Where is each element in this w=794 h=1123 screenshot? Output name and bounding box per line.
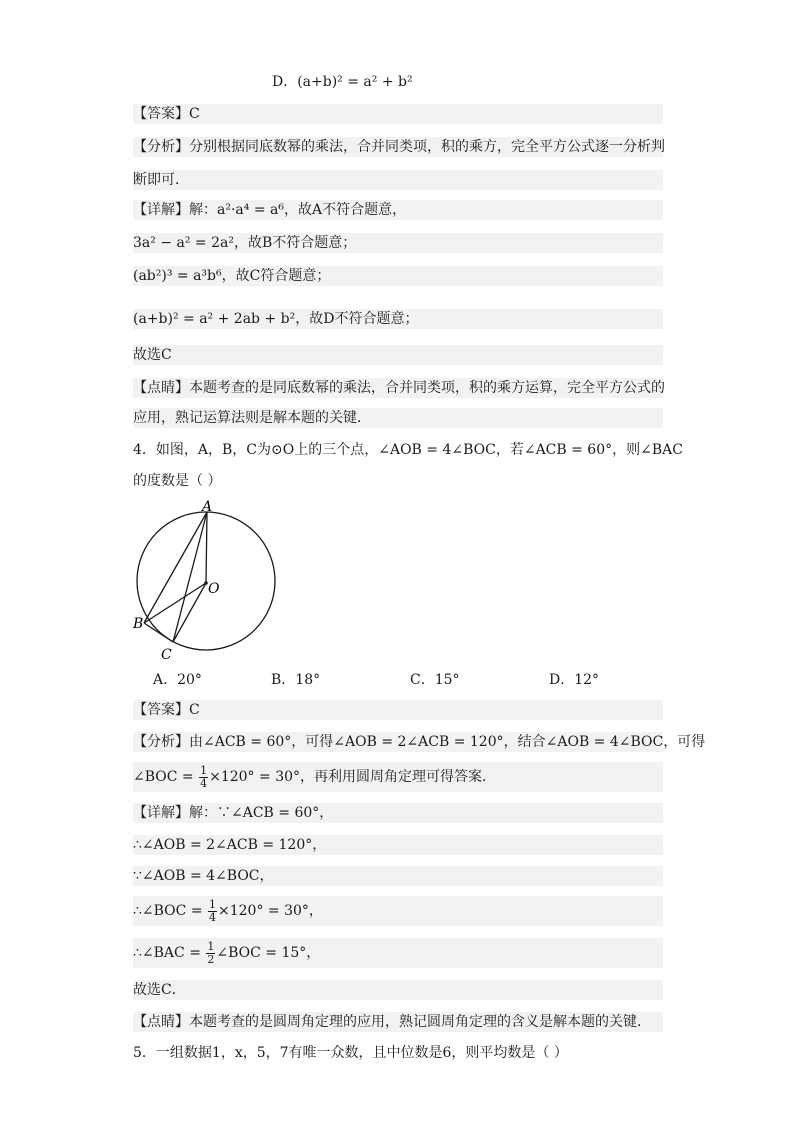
detail-2-line5 xyxy=(133,938,663,968)
frac2-den: 2 xyxy=(207,952,215,966)
analysis-1-line1: 【分析】分别根据同底数幂的乘法，合并同类项，积的乘方，完全平方公式逐一分析判 xyxy=(133,139,665,155)
detail-2-line1: 【详解】解：∵∠ACB = 60°， xyxy=(133,803,663,823)
label-b: B xyxy=(133,616,144,632)
segment-ao xyxy=(206,512,207,583)
detail-2-line4 xyxy=(133,896,663,926)
q5-stem: 5．一组数据1，x，5，7有唯一众数，且中位数是6，则平均数是（ ） xyxy=(133,1045,568,1061)
detail-1-line1: 【详解】解：a²·a⁴ = a⁶，故A不符合题意， xyxy=(133,200,663,220)
fraction-one-quarter xyxy=(199,765,208,790)
frac-den: 4 xyxy=(200,776,208,790)
answer-1 xyxy=(133,104,663,124)
segment-ab xyxy=(144,512,207,623)
detail-1-line2: 3a² − a² = 2a²，故B不符合题意； xyxy=(133,233,663,253)
detail-2-line3: ∵∠AOB = 4∠BOC， xyxy=(133,866,663,886)
label-a: A xyxy=(202,499,213,515)
detail-2-line5-rhs: ∠BOC = 15°， xyxy=(216,945,321,961)
comment-1-line1: 【点睛】本题考查的是同底数幂的乘法，合并同类项，积的乘方运算，完全平方公式的 xyxy=(133,380,665,396)
segment-ac xyxy=(173,512,207,642)
q4-option-b: B．18° xyxy=(271,672,321,688)
q4-stem-line2: 的度数是（ ） xyxy=(133,473,222,489)
comment-1-line2: 应用，熟记运算法则是解本题的关键． xyxy=(133,408,663,428)
q4-stem-line1: 4．如图，A，B，C为⊙O上的三个点，∠AOB = 4∠BOC，若∠ACB = 60°，则∠BAC xyxy=(133,442,683,458)
frac2-num: 1 xyxy=(207,939,215,953)
detail-2-line4-rhs: ×120° = 30°， xyxy=(218,903,323,919)
detail-2-line4-lhs: ∴∠BOC = xyxy=(133,903,203,919)
frac-den-2: 4 xyxy=(209,910,217,924)
frac-num: 1 xyxy=(200,763,208,777)
label-o: O xyxy=(208,581,220,597)
q4-option-a: A．20° xyxy=(153,672,202,688)
choice-1: 故选C xyxy=(133,345,663,365)
segment-ob xyxy=(144,583,206,623)
analysis-2-line2 xyxy=(133,762,663,792)
analysis-2-line1: 【分析】由∠ACB = 60°，可得∠AOB = 2∠ACB = 120°，结合∠AOB = 4∠BOC，可得 xyxy=(133,734,706,750)
comment-2: 【点睛】本题考查的是圆周角定理的应用，熟记圆周角定理的含义是解本题的关键． xyxy=(133,1012,663,1032)
fraction-one-quarter-2 xyxy=(208,899,217,924)
detail-1-line4: (a+b)² = a² + 2ab + b²，故D不符合题意； xyxy=(133,309,663,329)
q4-option-d: D．12° xyxy=(549,672,600,688)
fraction-one-half xyxy=(206,941,215,966)
detail-2-line2: ∴∠AOB = 2∠ACB = 120°， xyxy=(133,835,663,855)
detail-1-line3: (ab²)³ = a³b⁶，故C符合题意； xyxy=(133,266,663,286)
q4-option-c: C．15° xyxy=(410,672,460,688)
analysis-2-rhs: ×120° = 30°，再利用圆周角定理可得答案． xyxy=(209,769,497,785)
analysis-2-lhs: ∠BOC = xyxy=(133,769,194,785)
detail-2-line5-lhs: ∴∠BAC = xyxy=(133,945,201,961)
option-d-prev: D．(a+b)² = a² + b² xyxy=(272,74,413,90)
frac-num-2: 1 xyxy=(209,897,217,911)
segment-bc xyxy=(144,623,173,642)
analysis-1-line2: 断即可． xyxy=(133,170,663,190)
label-c: C xyxy=(161,647,172,663)
answer-2: 【答案】C xyxy=(133,700,663,720)
answer-1-text: 【答案】C xyxy=(133,106,200,122)
circle-figure xyxy=(128,496,288,666)
choice-2: 故选C． xyxy=(133,980,663,1000)
segment-oc xyxy=(173,583,206,642)
